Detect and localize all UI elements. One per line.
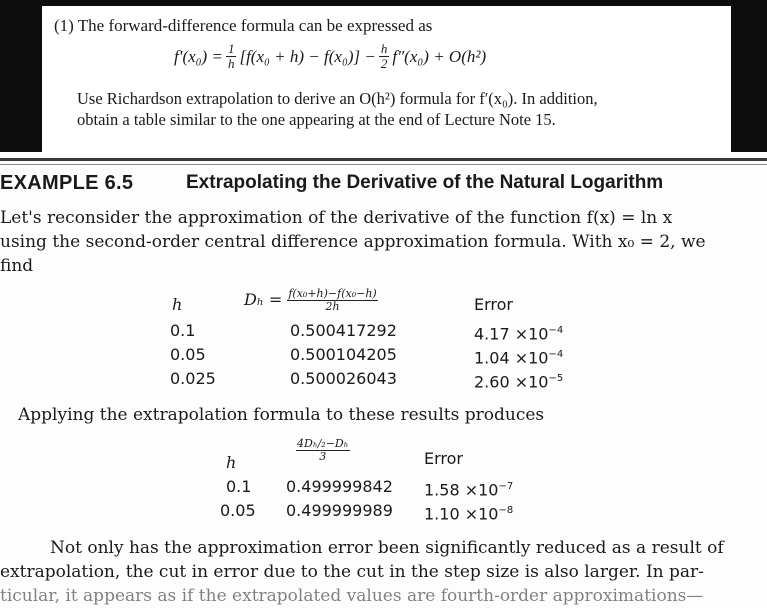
section-rule-thin xyxy=(0,164,767,165)
formula-lhs: f′(x₀) = xyxy=(174,46,223,66)
fraction-2-numerator: h xyxy=(380,41,388,56)
right-dark-border xyxy=(731,0,767,152)
table1-row-1-error-exp: −4 xyxy=(548,325,564,336)
table1-dh-numerator: f(x₀+h)−f(x₀−h) xyxy=(288,287,377,300)
table2-numerator: 4Dₕ/₂−Dₕ xyxy=(297,437,349,450)
table2-denominator: 3 xyxy=(319,450,327,463)
example-body-line-3: find xyxy=(0,256,34,276)
example-body-line-1: Let's reconsider the approximation of the derivative of the function f(x) = ln x xyxy=(0,208,673,228)
table1-row-3-error-base: 2.60 ×10 xyxy=(474,372,549,392)
formula-tail: f″(x₀) + O(h²) xyxy=(392,46,487,66)
example-label: EXAMPLE 6.5 xyxy=(0,172,134,194)
table1-row-3-h: 0.025 xyxy=(170,369,216,388)
table1-row-2-h: 0.05 xyxy=(170,345,206,364)
table2-header-formula xyxy=(296,438,350,463)
table2-header-h: h xyxy=(226,453,237,472)
table2-row-1-error-exp: −7 xyxy=(498,481,514,492)
example-body-line-2: using the second-order central difference approximation formula. With x₀ = 2, we xyxy=(0,232,706,252)
table2-row-2-error-exp: −8 xyxy=(498,505,514,516)
table2-row-2-error-base: 1.10 ×10 xyxy=(424,504,499,524)
table2-header-error: Error xyxy=(424,449,463,468)
table1-row-1-h: 0.1 xyxy=(170,321,196,340)
closing-line-2: extrapolation, the cut in error due to the cut in the step size is also larger. In par- xyxy=(0,562,704,582)
table1-row-1-dh: 0.500417292 xyxy=(290,321,397,340)
table1-row-2-error-base: 1.04 ×10 xyxy=(474,348,549,368)
table1-row-2-dh: 0.500104205 xyxy=(290,345,397,364)
table2-row-2-error xyxy=(424,500,513,525)
problem-instruction xyxy=(77,88,727,130)
table1-dh-fraction xyxy=(287,288,377,313)
formula-fraction-2 xyxy=(379,42,390,71)
table1-row-3-error xyxy=(474,368,563,393)
formula-bracket: [f(x₀ + h) − f(x₀)] − xyxy=(239,46,376,66)
table2-row-1-error xyxy=(424,476,513,501)
section-rule-thick xyxy=(0,158,767,161)
table2-row-1-val: 0.499999842 xyxy=(286,477,393,496)
table2-row-2-val: 0.499999989 xyxy=(286,501,393,520)
table1-dh-denominator: 2h xyxy=(325,300,340,313)
table1-row-2-error-exp: −4 xyxy=(548,349,564,360)
problem-intro: (1) The forward-difference formula can be expressed as xyxy=(54,16,433,35)
fraction-1-numerator: 1 xyxy=(227,41,235,56)
problem-box xyxy=(42,6,731,152)
table2-fraction xyxy=(296,438,350,463)
table2-row-1-h: 0.1 xyxy=(226,477,252,496)
table1-row-1-error-base: 4.17 ×10 xyxy=(474,324,549,344)
table2-row-2-h: 0.05 xyxy=(220,501,256,520)
formula-fraction-1 xyxy=(226,42,237,71)
table1-row-2-error xyxy=(474,344,563,369)
table1-header-h: h xyxy=(172,295,183,314)
example-title: Extrapolating the Derivative of the Natural Logarithm xyxy=(186,172,664,193)
instruction-line-2: obtain a table similar to the one appearing at the end of Lecture Note 15. xyxy=(77,110,556,129)
left-dark-border xyxy=(0,0,42,152)
table1-row-3-error-exp: −5 xyxy=(548,373,564,384)
forward-difference-formula xyxy=(174,42,486,71)
table1-dh-lhs: Dₕ = xyxy=(244,290,283,309)
example-body xyxy=(0,206,764,278)
instruction-line-1: Use Richardson extrapolation to derive an O(h²) formula for f′(x₀). In addition, xyxy=(77,89,598,108)
table1-row-3-dh: 0.500026043 xyxy=(290,369,397,388)
fraction-1-denominator: h xyxy=(227,56,235,71)
table1-header-error: Error xyxy=(474,295,513,314)
closing-line-3: ticular, it appears as if the extrapolated values are fourth-order approximations— xyxy=(0,586,704,606)
fraction-2-denominator: 2 xyxy=(380,56,388,71)
table2-row-1-error-base: 1.58 ×10 xyxy=(424,480,499,500)
table1-header-dh xyxy=(244,288,378,313)
apply-text: Applying the extrapolation formula to these results produces xyxy=(18,405,545,425)
table1-row-1-error xyxy=(474,320,563,345)
closing-paragraph xyxy=(0,536,767,608)
closing-line-1: Not only has the approximation error been significantly reduced as a result of xyxy=(50,538,724,558)
